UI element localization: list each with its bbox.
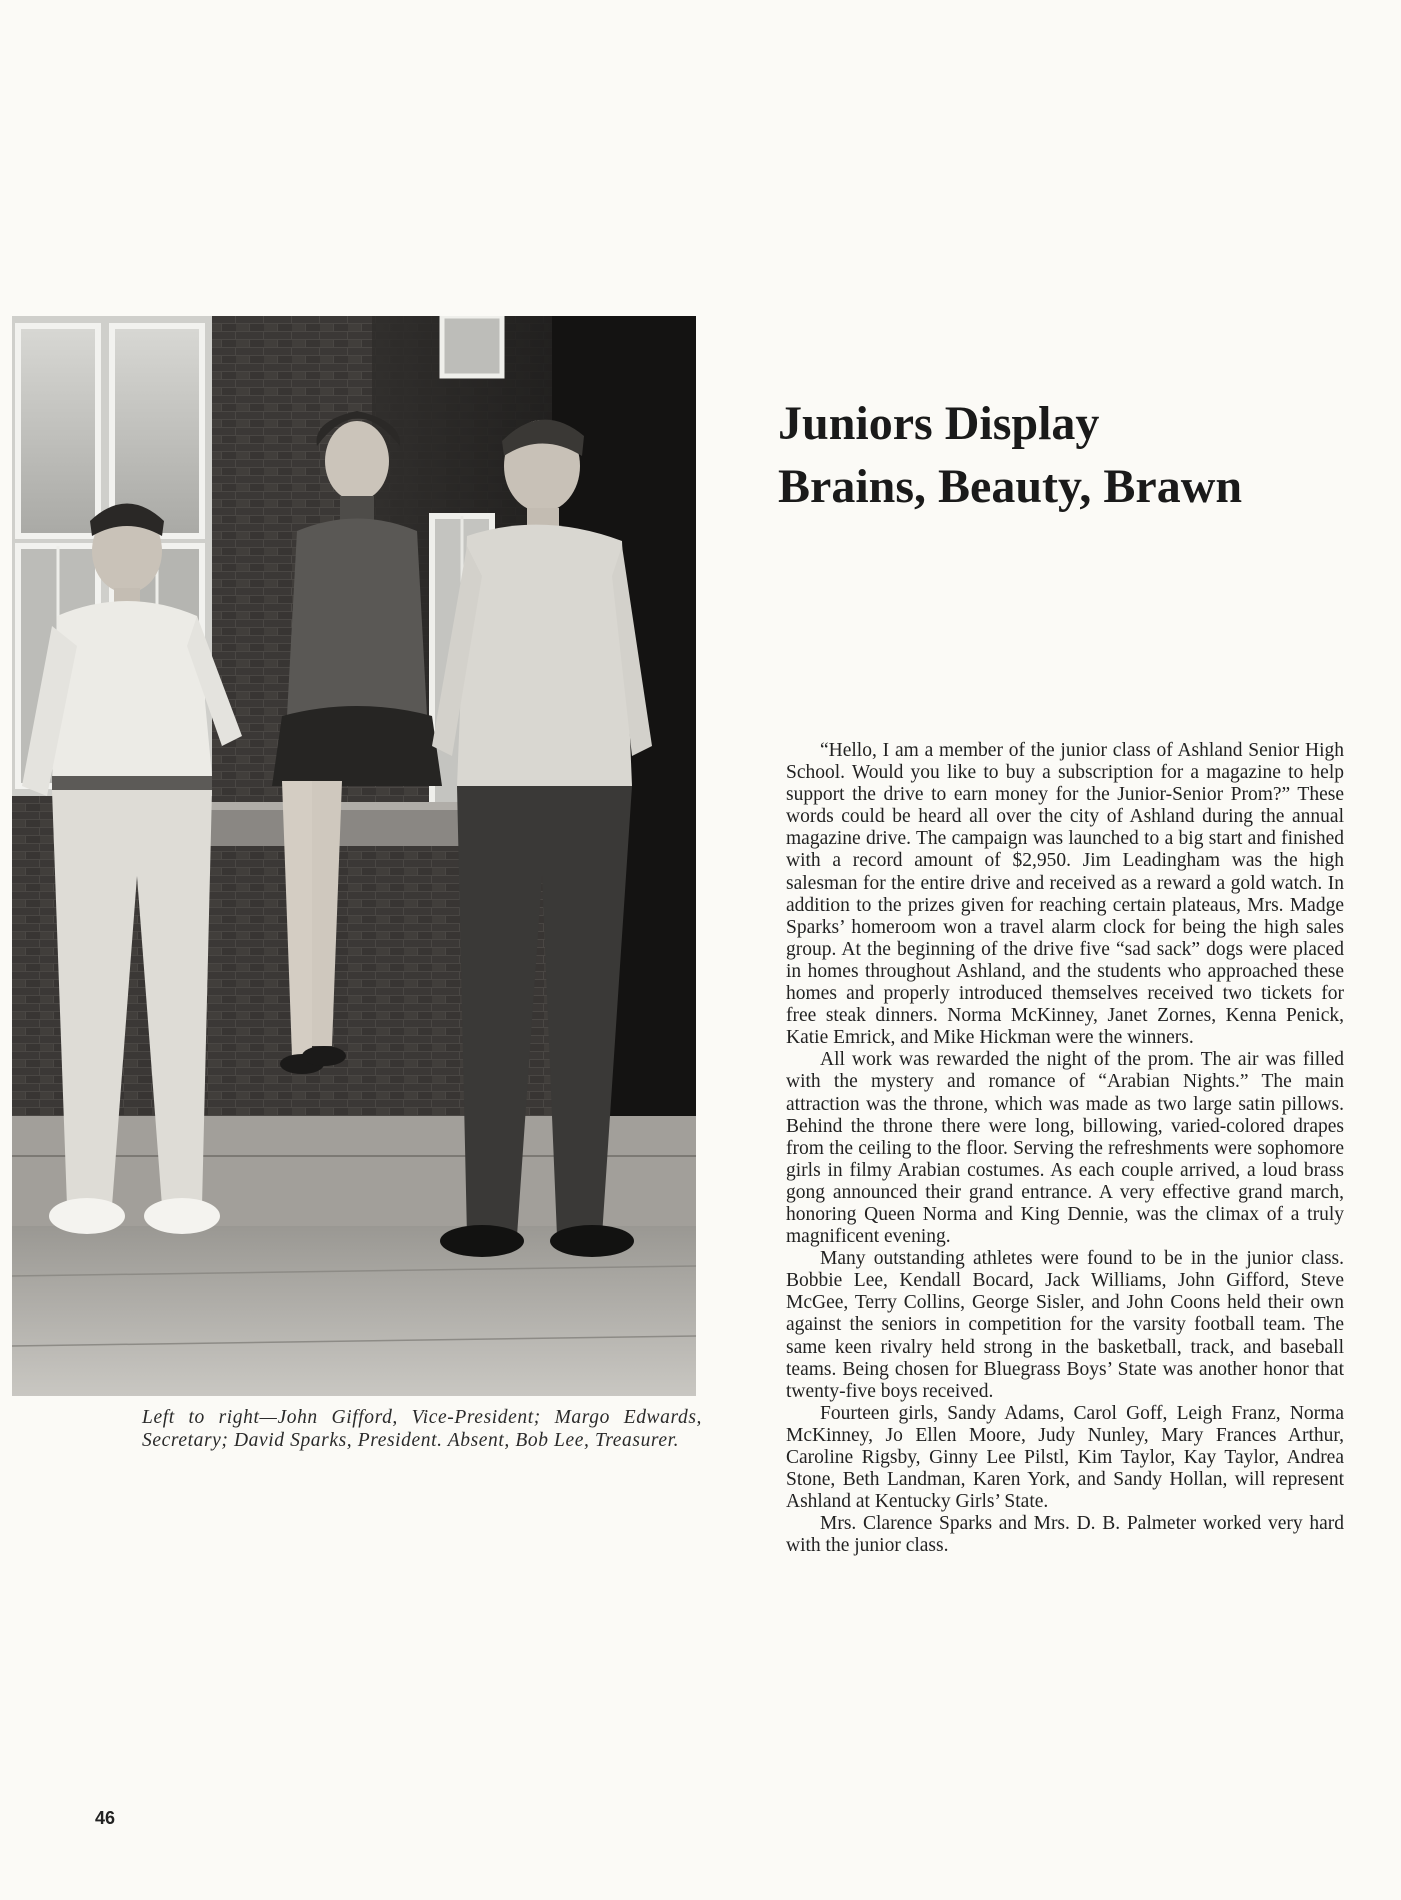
article-paragraph: Mrs. Clarence Sparks and Mrs. D. B. Palmeter worked very hard with the junior class. <box>786 1513 1344 1557</box>
photo-caption: Left to right—John Gifford, Vice-President; Margo Edwards, Secretary; David Sparks, President. Absent, Bob Lee, Treasurer. <box>142 1407 702 1451</box>
page-number: 46 <box>95 1808 116 1828</box>
article-paragraph: All work was rewarded the night of the prom. The air was filled with the mystery and romance of “Arabian Nights.” The main attraction was the throne, which was made as two large satin pillows. Behind the throne there were long, billowing, varied-colored drapes from the ceiling to the floor. Serving the refreshments were sophomore girls in filmy Arabian costumes. As each couple arrived, a loud brass gong announced their grand entrance. A very effective grand march, honoring Queen Norma and King Dennie, was the climax of a truly magnificent evening. <box>786 1049 1344 1248</box>
article-paragraph: “Hello, I am a member of the junior class of Ashland Senior High School. Would you like to buy a subscription for a magazine to help support the drive to earn money for the Junior-Senior Prom?” These words could be heard all over the city of Ashland during the annual magazine drive. The campaign was launched to a big start and finished with a record amount of $2,950. Jim Leadingham was the high salesman for the entire drive and received as a reward a gold watch. In addition to the prizes given for reaching certain plateaus, Mrs. Madge Sparks’ homeroom won a travel alarm clock for being the high sales group. At the beginning of the drive five “sad sack” dogs were placed in homes throughout Ashland, and the students who approached these homes and properly introduced themselves received two tickets for free steak dinners. Norma McKinney, Janet Zornes, Kenna Penick, Katie Emrick, and Mike Hickman were the winners. <box>786 740 1344 1049</box>
group-photo-icon <box>12 316 696 1396</box>
headline-line-1: Juniors Display <box>778 397 1100 450</box>
article-headline <box>778 392 1338 518</box>
article-paragraph: Many outstanding athletes were found to be in the junior class. Bobbie Lee, Kendall Bocard, Jack Williams, John Gifford, Steve McGee, Terry Collins, George Sisler, and John Coons held their own against the seniors in competition for the varsity football team. The same keen rivalry held strong in the basketball, track, and baseball teams. Being chosen for Bluegrass Boys’ State was another honor that twenty-five boys received. <box>786 1248 1344 1402</box>
headline-line-2: Brains, Beauty, Brawn <box>778 460 1243 513</box>
article-body <box>786 740 1344 1557</box>
officers-photo <box>12 316 696 1396</box>
article-paragraph: Fourteen girls, Sandy Adams, Carol Goff, Leigh Franz, Norma McKinney, Jo Ellen Moore, Judy Nunley, Mary Frances Arthur, Caroline Rigsby, Ginny Lee Pilstl, Kim Taylor, Kay Taylor, Andrea Stone, Beth Landman, Karen York, and Sandy Hollan, will represent Ashland at Kentucky Girls’ State. <box>786 1402 1344 1513</box>
